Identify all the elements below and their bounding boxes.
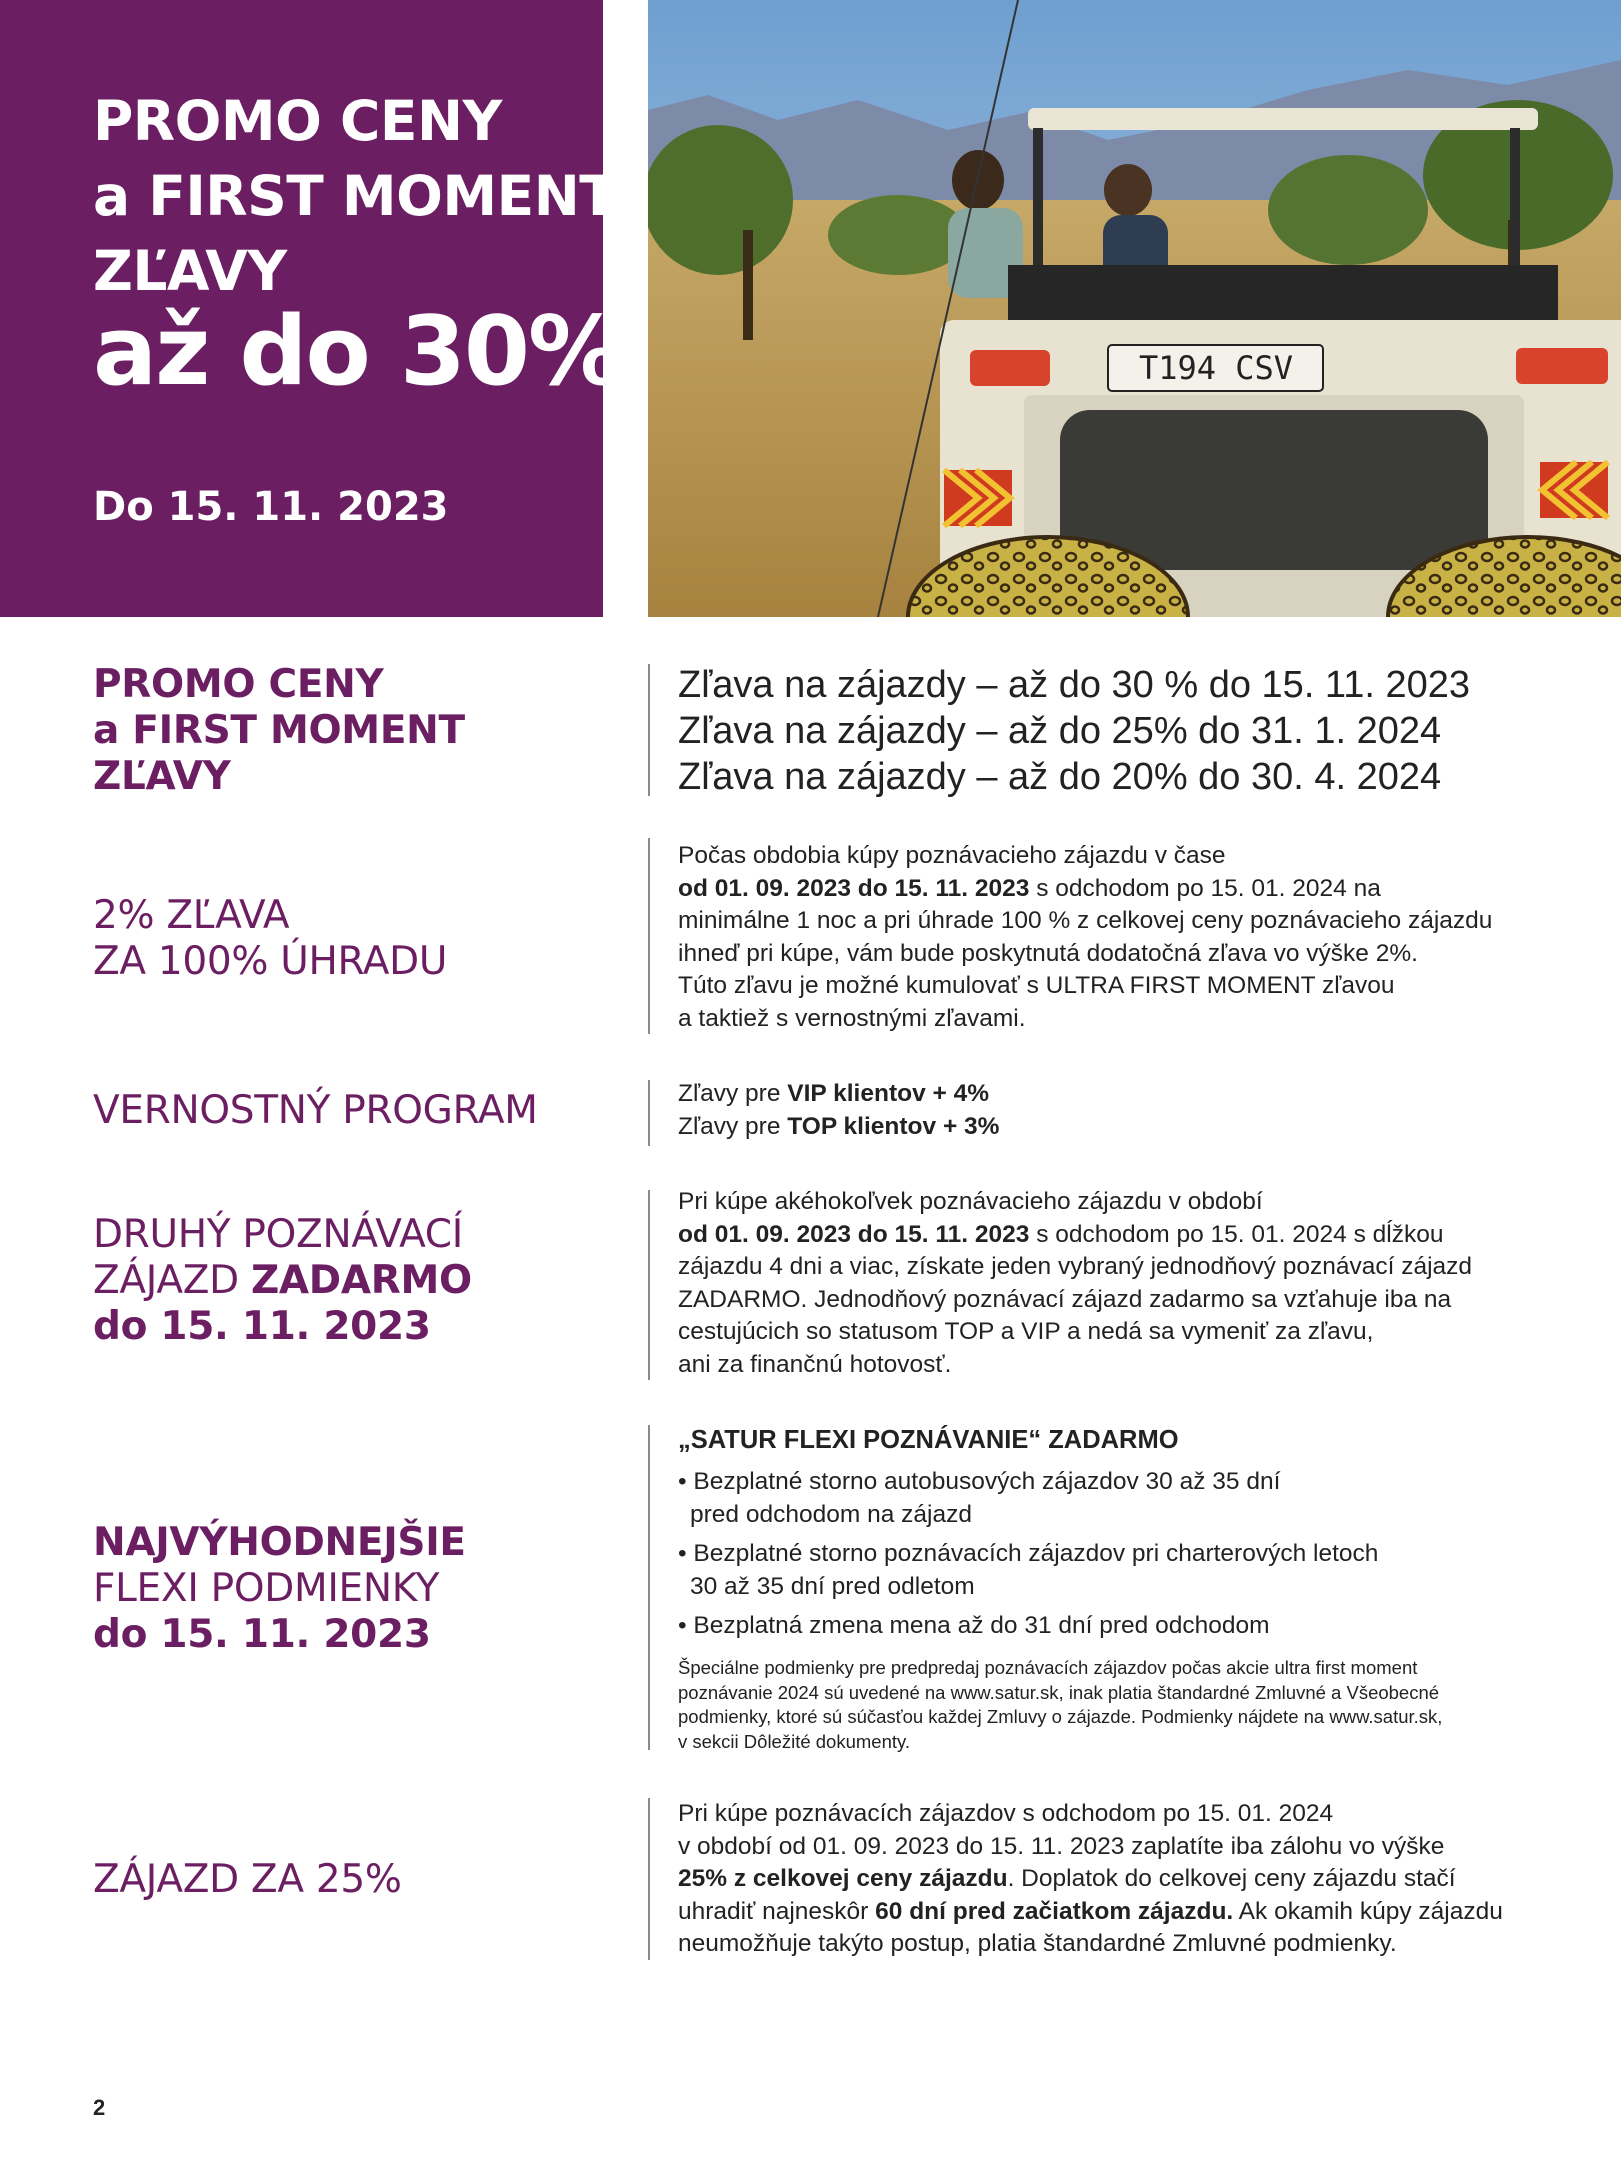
text-span: s odchodom po 15. 01. 2024 na [1029,874,1381,902]
text-line: minimálne 1 noc a pri úhrade 100 % z celkovej ceny poznávacieho zájazdu [678,907,1493,934]
promo-heading-line: ZĽAVY [93,754,231,799]
deposit-heading [93,1857,402,1903]
promo-discount-line: Zľava na zájazdy – až do 25% do 31. 1. 2024 [678,710,1442,752]
flexi-benefits [678,1466,1378,1643]
text-span: Zľavy pre [678,1112,788,1140]
deposit-percentage: 25% z celkovej ceny zájazdu [678,1865,1008,1892]
text-line: neumožňuje takýto postup, platia štandardné Zmluvné podmienky. [678,1930,1397,1957]
hero-panel [0,0,622,617]
text-line: podmienky, ktoré sú súčasťou každej Zmluvy o zájazde. Podmienky nájdete na www.satur.sk, [678,1706,1443,1727]
payment-heading [93,893,447,985]
hero-date: Do 15. 11. 2023 [93,484,449,530]
list-item: • Bezplatná zmena mena až do 31 dní pred odchodom [678,1612,1270,1639]
divider [648,1798,650,1960]
promo-heading-line: PROMO CENY [93,662,384,707]
promo-heading-line: a FIRST MOMENT [93,708,465,753]
text-line: ZADARMO. Jednodňový poznávací zájazd zadarmo sa vzťahuje iba na [678,1285,1452,1313]
text-line: poznávanie 2024 sú uvedené na www.satur.sk, inak platia štandardné Zmluvné a Všeobecné [678,1681,1440,1703]
top-bonus: TOP klientov + 3% [787,1112,1000,1140]
text-line: ihneď pri kúpe, vám bude poskytnutá dodatočná zľava vo výške 2%. [678,939,1418,967]
text-line: Počas obdobia kúpy poznávacieho zájazdu v čase [678,842,1226,869]
text-span: ZADARMO [250,1258,472,1303]
hero-title-line: ZĽAVY [93,239,287,303]
text-span: Zľavy pre [678,1080,788,1107]
text-line: Pri kúpe poznávacích zájazdov s odchodom po 15. 01. 2024 [678,1800,1334,1827]
loyalty-heading [93,1088,538,1134]
text-line: v sekcii Dôležité dokumenty. [678,1730,911,1752]
payment-deadline: 60 dní pred začiatkom zájazdu. [875,1897,1234,1925]
text-line [678,1111,999,1144]
divider [648,838,650,1034]
license-plate: T194 CSV [1138,349,1294,387]
list-item: • Bezplatné storno poznávacích zájazdov pri charterových letoch [678,1540,1379,1567]
payment-text [678,840,1492,1035]
text-line: v období od 01. 09. 2023 do 15. 11. 2023 zaplatíte iba zálohu vo výške [678,1832,1445,1860]
divider [648,1425,650,1750]
text-line: ani za finančnú hotovosť. [678,1350,952,1378]
text-line [678,1896,1503,1929]
promo-discount-line: Zľava na zájazdy – až do 20% do 30. 4. 2024 [678,756,1442,798]
promo-discount-line: Zľava na zájazdy – až do 30 % do 15. 11. 2023 [678,664,1471,706]
second-trip-heading-line: do 15. 11. 2023 [93,1304,431,1349]
loyalty-text [678,1078,999,1143]
deposit-text [678,1798,1503,1961]
second-trip-text [678,1186,1472,1381]
divider [648,1080,650,1146]
second-trip-heading-line [93,1258,472,1304]
promo-heading [93,662,465,800]
hero-title-line: a FIRST MOMENT [93,164,617,228]
hero-discount: až do 30% [93,297,622,407]
text-span: . Doplatok do celkovej ceny zájazdu stačí [1007,1865,1456,1892]
list-item-continuation: pred odchodom na zájazd [690,1500,972,1528]
list-item-continuation: 30 až 35 dní pred odletom [690,1572,975,1600]
vip-bonus: VIP klientov + 4% [787,1080,990,1107]
text-line [678,1863,1503,1896]
deposit-heading-line: ZÁJAZD ZA 25% [93,1857,402,1902]
bold-date-range: od 01. 09. 2023 do 15. 11. 2023 [678,874,1030,902]
text-line [678,1219,1472,1252]
safari-photo [648,0,1621,617]
text-line: cestujúcich so statusom TOP a VIP a nedá sa vymeniť za zľavu, [678,1318,1374,1345]
text-line: a taktiež s vernostnými zľavami. [678,1004,1026,1032]
list-item: • Bezplatné storno autobusových zájazdov 30 až 35 dní [678,1468,1281,1495]
page-number: 2 [93,2095,106,2120]
bold-date-range: od 01. 09. 2023 do 15. 11. 2023 [678,1220,1030,1248]
divider [648,1190,650,1380]
promo-discount-list [678,662,1470,800]
text-line: Túto zľavu je možné kumulovať s ULTRA FIRST MOMENT zľavou [678,972,1395,999]
text-line: Špeciálne podmienky pre predpredaj poznávacích zájazdov počas akcie ultra first moment [678,1657,1418,1678]
payment-heading-line: ZA 100% ÚHRADU [93,939,448,984]
hero-title [93,84,616,309]
text-line [678,1078,999,1111]
text-span: Ak okamih kúpy zájazdu [1233,1897,1503,1925]
second-trip-heading [93,1212,472,1350]
hero-title-line: PROMO CENY [93,89,502,153]
flexi-heading-line: NAJVÝHODNEJŠIE [93,1520,466,1565]
payment-heading-line: 2% ZĽAVA [93,893,290,938]
flexi-fine-print [678,1656,1442,1754]
text-span: uhradiť najneskôr [678,1897,876,1925]
text-span: s odchodom po 15. 01. 2024 s dĺžkou [1029,1220,1444,1248]
flexi-heading-line: FLEXI PODMIENKY [93,1566,440,1611]
divider [648,664,650,796]
text-span: ZÁJAZD [93,1258,251,1303]
text-line [678,873,1492,906]
flexi-heading [93,1520,466,1658]
flexi-title: „SATUR FLEXI POZNÁVANIE“ ZADARMO [678,1426,1179,1454]
second-trip-heading-line: DRUHÝ POZNÁVACÍ [93,1212,463,1257]
text-line: zájazdu 4 dni a viac, získate jeden vybraný jednodňový poznávací zájazd [678,1253,1473,1280]
text-line: Pri kúpe akéhokoľvek poznávacieho zájazdu v období [678,1188,1263,1215]
loyalty-heading-line: VERNOSTNÝ PROGRAM [93,1088,538,1133]
flexi-heading-line: do 15. 11. 2023 [93,1612,431,1657]
